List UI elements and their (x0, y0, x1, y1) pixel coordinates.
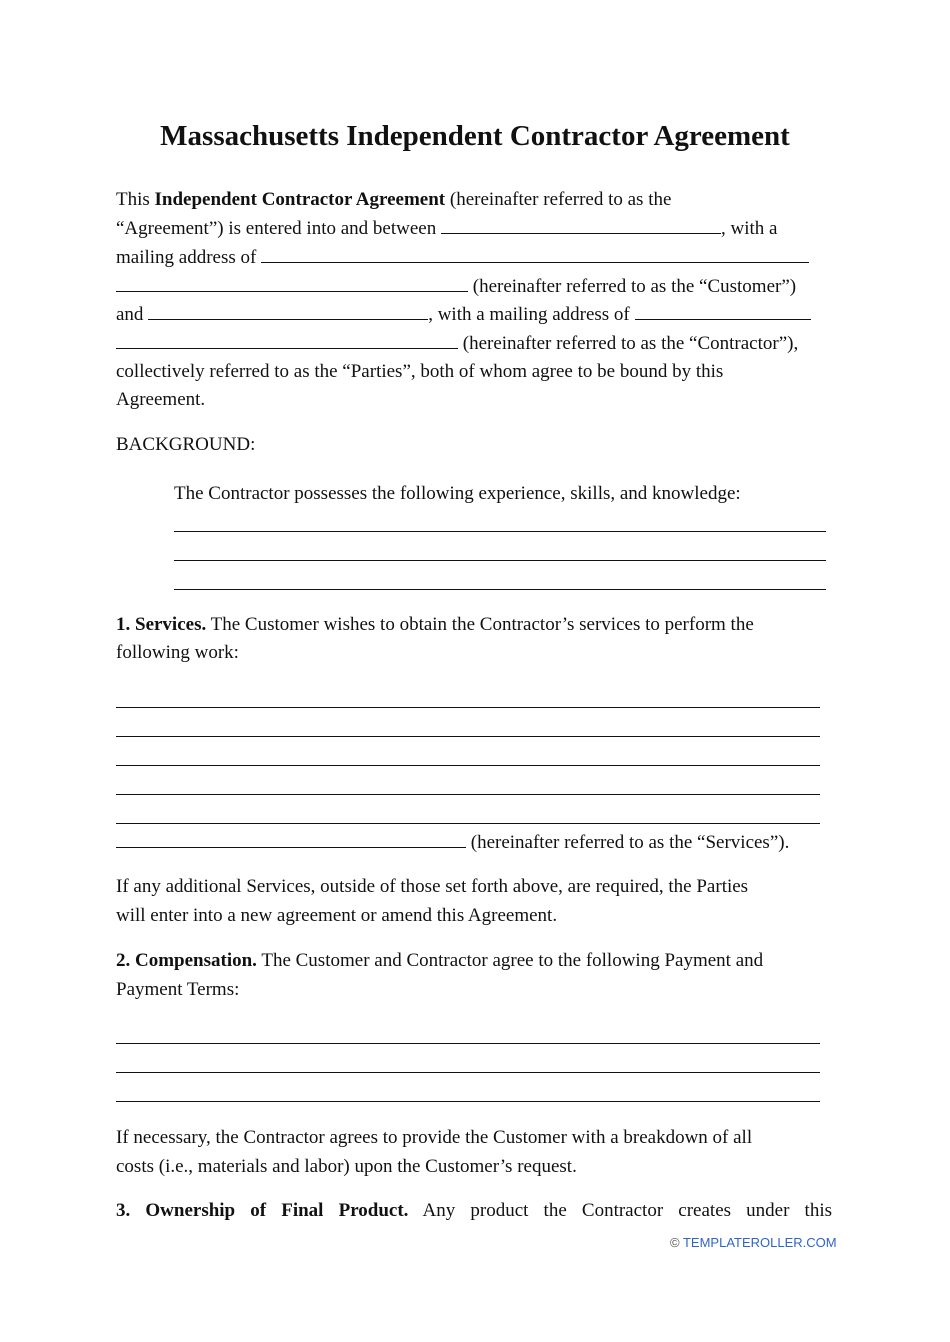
intro-line-8: Agreement. (116, 389, 206, 410)
intro-line-1: This Independent Contractor Agreement (hereinafter referred to as the (116, 189, 672, 210)
services-line-1: 1. Services. The Customer wishes to obtain the Contractor’s services to perform the (116, 614, 754, 635)
copyright-icon: © (670, 1235, 680, 1250)
document-title: Massachusetts Independent Contractor Agreement (160, 120, 790, 152)
services-blank-1[interactable] (116, 707, 820, 708)
ownership-heading: 3. Ownership of Final Product. (116, 1200, 409, 1221)
customer-address-blank-2[interactable] (116, 274, 468, 292)
payment-blank-1[interactable] (116, 1043, 820, 1044)
compensation-line-1: 2. Compensation. The Customer and Contractor agree to the following Payment and (116, 950, 764, 971)
compensation-note-line-1: If necessary, the Contractor agrees to provide the Customer with a breakdown of all (116, 1127, 753, 1148)
background-heading: BACKGROUND: (116, 434, 256, 455)
services-additional-line-2: will enter into a new agreement or amend this Agreement. (116, 905, 558, 926)
intro-line-4: (hereinafter referred to as the “Customer”) (116, 274, 796, 299)
experience-blank-3[interactable] (174, 589, 826, 590)
intro-line-7: collectively referred to as the “Parties”, both of whom agree to be bound by this (116, 361, 724, 382)
services-blank-5[interactable] (116, 823, 820, 824)
contractor-party-blank[interactable] (148, 302, 428, 320)
services-tail-line: (hereinafter referred to as the “Services”). (116, 830, 789, 855)
payment-blank-2[interactable] (116, 1072, 820, 1073)
services-heading: 1. Services. (116, 614, 207, 635)
intro-line-2: “Agreement”) is entered into and between , with a (116, 218, 778, 239)
intro-line-3: mailing address of (116, 245, 809, 270)
compensation-note-line-2: costs (i.e., materials and labor) upon the Customer’s request. (116, 1156, 577, 1177)
services-blank-3[interactable] (116, 765, 820, 766)
intro-line-6: (hereinafter referred to as the “Contractor”), (116, 331, 798, 356)
background-text: The Contractor possesses the following experience, skills, and knowledge: (174, 483, 741, 504)
payment-blank-3[interactable] (116, 1101, 820, 1102)
services-blank-2[interactable] (116, 736, 820, 737)
compensation-line-2: Payment Terms: (116, 979, 240, 1000)
compensation-heading: 2. Compensation. (116, 950, 257, 971)
services-blank-4[interactable] (116, 794, 820, 795)
contractor-name-blank[interactable] (441, 216, 721, 234)
footer-site: TEMPLATEROLLER.COM (682, 1235, 837, 1250)
experience-blank-1[interactable] (174, 531, 826, 532)
ownership-line-1: 3. Ownership of Final Product. Any product the Contractor creates under this (116, 1200, 833, 1221)
experience-blank-2[interactable] (174, 560, 826, 561)
services-additional-line-1: If any additional Services, outside of those set forth above, are required, the Parties (116, 876, 749, 897)
customer-address-blank[interactable] (261, 245, 809, 263)
services-line-2: following work: (116, 642, 239, 663)
footer-link[interactable] (670, 1235, 837, 1251)
services-blank-6[interactable] (116, 830, 466, 848)
contractor-address-blank-2[interactable] (116, 331, 458, 349)
intro-line-5: and , with a mailing address of (116, 302, 811, 327)
contractor-address-blank[interactable] (635, 302, 811, 320)
